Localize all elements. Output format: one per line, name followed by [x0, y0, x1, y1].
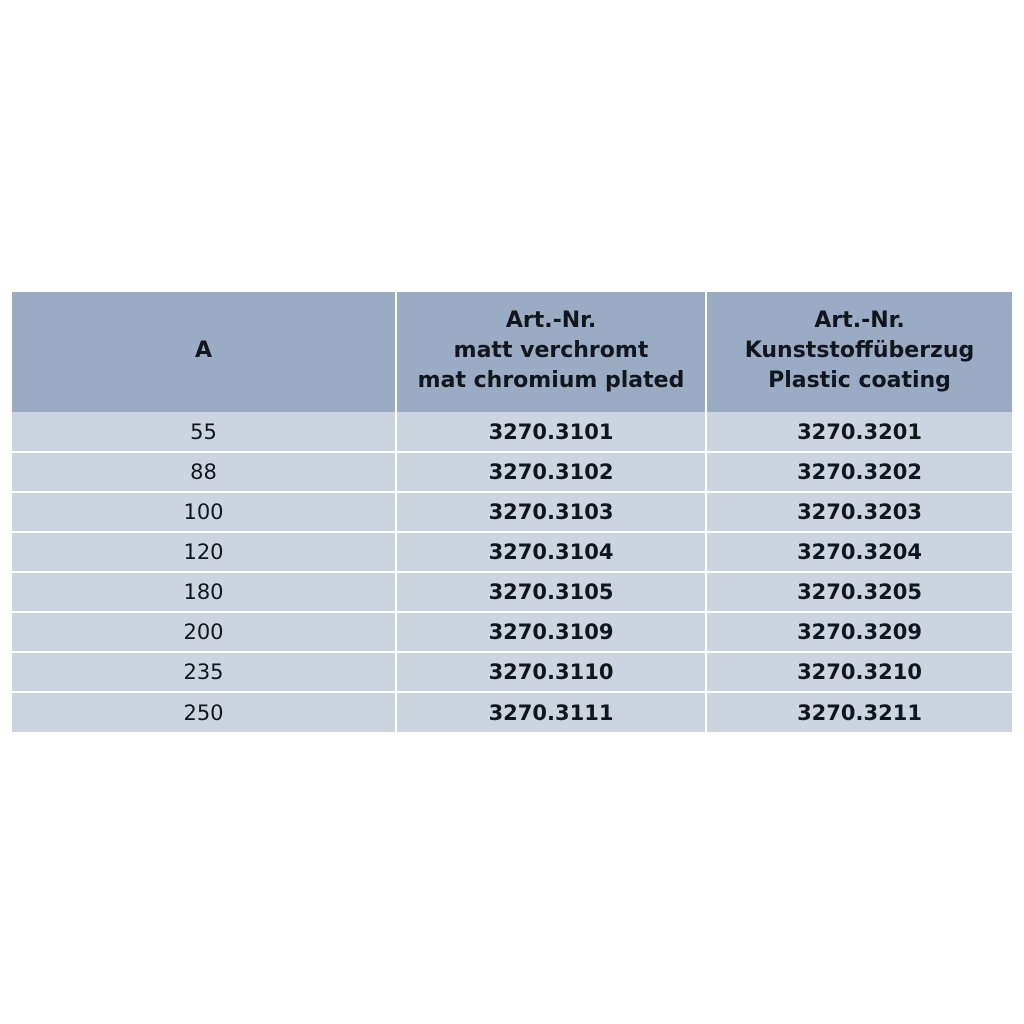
table-row [12, 692, 1012, 732]
column-header-a [12, 292, 396, 412]
cell-a: 250 [12, 692, 396, 732]
cell-chrome: 3270.3109 [396, 612, 706, 652]
cell-plastic: 3270.3202 [706, 452, 1012, 492]
cell-a: 88 [12, 452, 396, 492]
table-header [12, 292, 1012, 412]
parts-table [12, 292, 1012, 732]
table-row [12, 492, 1012, 532]
table-row [12, 572, 1012, 612]
cell-plastic: 3270.3211 [706, 692, 1012, 732]
cell-chrome: 3270.3105 [396, 572, 706, 612]
cell-chrome: 3270.3111 [396, 692, 706, 732]
cell-a: 100 [12, 492, 396, 532]
column-header-plastic [706, 292, 1012, 412]
table-row [12, 532, 1012, 572]
table-row [12, 612, 1012, 652]
cell-chrome: 3270.3104 [396, 532, 706, 572]
cell-plastic: 3270.3209 [706, 612, 1012, 652]
cell-chrome: 3270.3102 [396, 452, 706, 492]
table-row [12, 652, 1012, 692]
cell-a: 235 [12, 652, 396, 692]
column-header-a-line1: A [194, 338, 213, 363]
cell-chrome: 3270.3103 [396, 492, 706, 532]
column-header-chrome-line1: Art.-Nr. [505, 308, 597, 333]
cell-plastic: 3270.3201 [706, 412, 1012, 452]
column-header-chrome-line2: matt verchromt [453, 338, 649, 363]
column-header-chrome-line3: mat chromium plated [417, 368, 685, 393]
column-header-plastic-line2: Kunststoffüberzug [744, 338, 975, 363]
cell-plastic: 3270.3205 [706, 572, 1012, 612]
cell-a: 55 [12, 412, 396, 452]
cell-a: 200 [12, 612, 396, 652]
parts-table-container [12, 292, 1012, 732]
table-row [12, 452, 1012, 492]
cell-chrome: 3270.3101 [396, 412, 706, 452]
column-header-plastic-line1: Art.-Nr. [814, 308, 905, 333]
cell-a: 180 [12, 572, 396, 612]
cell-plastic: 3270.3203 [706, 492, 1012, 532]
cell-chrome: 3270.3110 [396, 652, 706, 692]
cell-plastic: 3270.3204 [706, 532, 1012, 572]
cell-plastic: 3270.3210 [706, 652, 1012, 692]
cell-a: 120 [12, 532, 396, 572]
table-row [12, 412, 1012, 452]
table-body [12, 412, 1012, 732]
column-header-plastic-line3: Plastic coating [768, 368, 951, 393]
column-header-chrome [396, 292, 706, 412]
table-header-row [12, 292, 1012, 412]
